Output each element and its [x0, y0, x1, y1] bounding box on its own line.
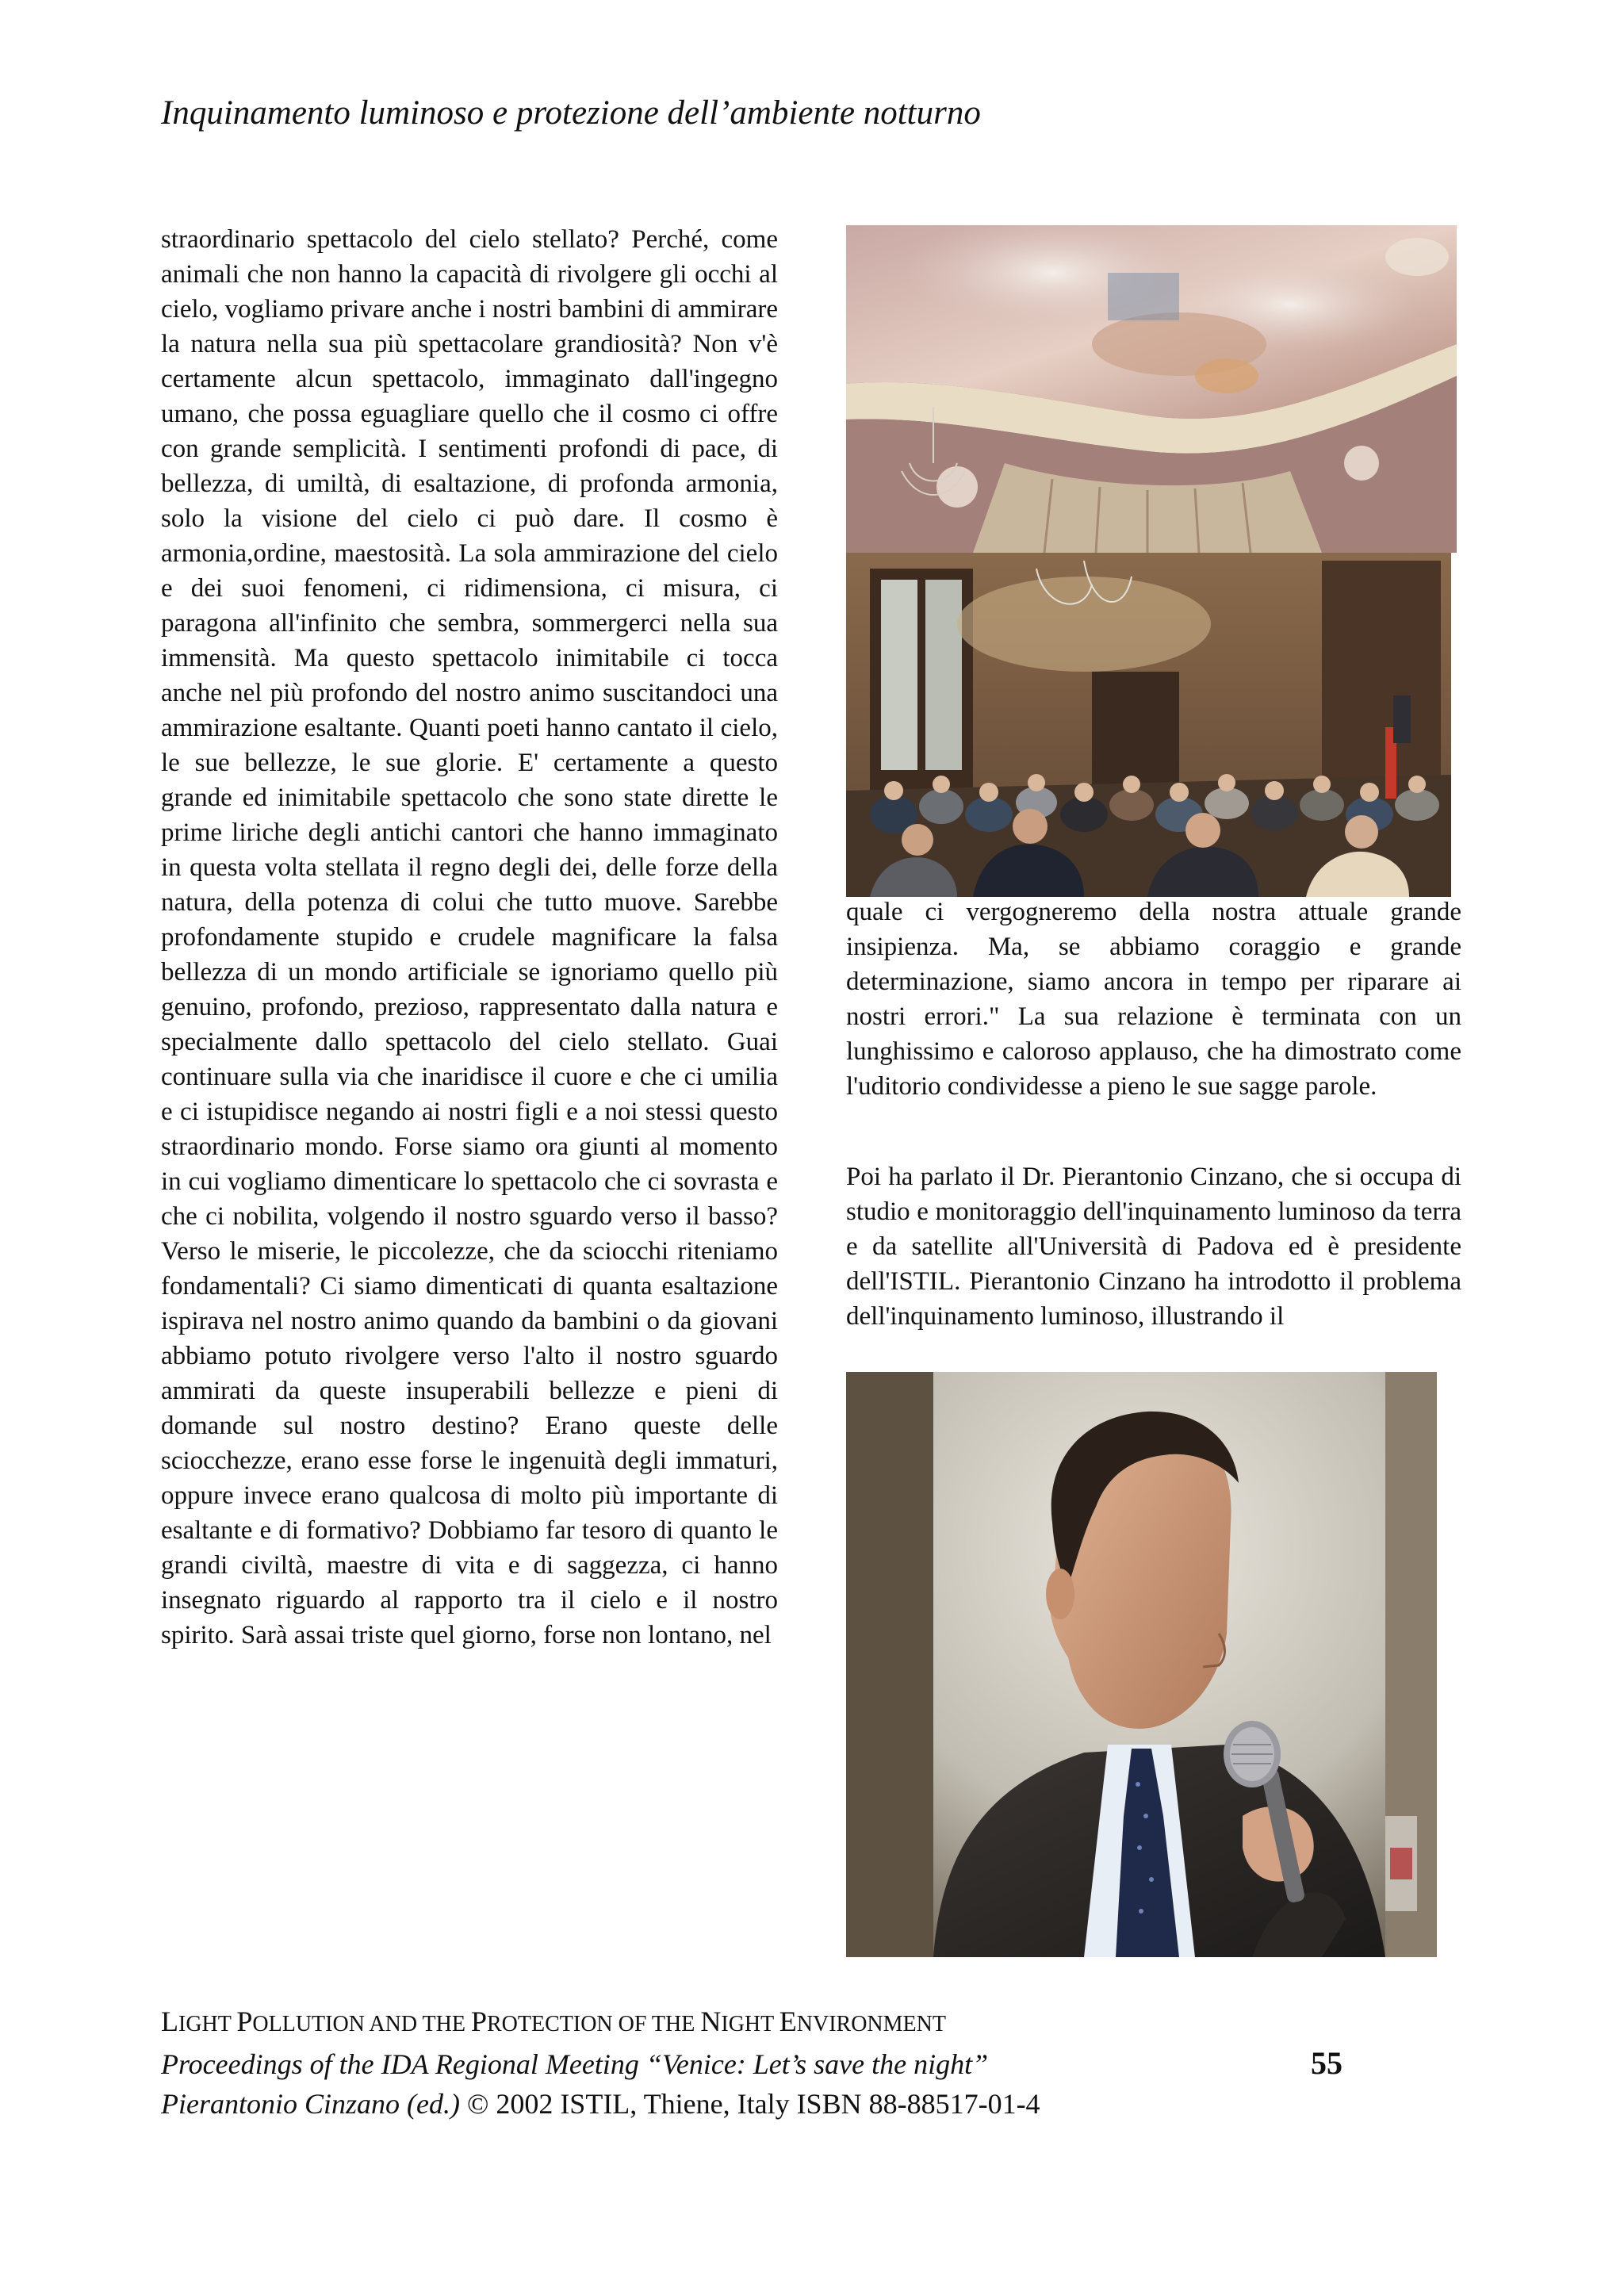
footer-proceedings: Proceedings of the IDA Regional Meeting “Venice: Let’s save the night” [161, 2048, 989, 2080]
running-header: Inquinamento luminoso e protezione dell’ambiente notturno [161, 94, 981, 132]
footer-title-part: N [700, 2006, 722, 2037]
footer-title-part: NVIRONMENT [796, 2012, 946, 2036]
footer-copyright: © 2002 ISTIL, Thiene, Italy ISBN 88-88517-01-4 [459, 2088, 1040, 2120]
footer-title-part: P [236, 2006, 253, 2037]
footer-title-part: E [779, 2006, 797, 2037]
audience-photo [846, 553, 1451, 897]
page-footer [161, 2002, 1398, 2124]
footer-title-part: IGHT [178, 2012, 237, 2036]
left-column-text [161, 222, 778, 1653]
body-paragraph: Poi ha parlato il Dr. Pierantonio Cinzano, che si occupa di studio e monitoraggio dell'inquinamento luminoso da terra e da satellite all'Università di Padova ed è presidente dell'ISTIL. Pierantonio Cinzano ha introdotto il problema dell'inquinamento luminoso, illustrando il [846, 1163, 1461, 1331]
footer-publication-info [161, 2084, 1398, 2124]
right-column-paragraph [846, 1159, 1461, 1334]
footer-title-part: IGHT [721, 2012, 779, 2036]
body-paragraph: quale ci vergogneremo della nostra attuale grande insipienza. Ma, se abbiamo coraggio e grande determinazione, siamo ancora in tempo per riparare ai nostri errori." La sua relazione è terminata con un lunghissimo e caloroso applauso, che ha dimostrato come l'uditorio condividesse a pieno le sue sagge parole. [846, 898, 1461, 1101]
footer-conference-title [161, 2002, 1398, 2044]
footer-title-part: OLLUTION AND THE [252, 2012, 471, 2036]
right-column-continuation [846, 895, 1461, 1104]
body-paragraph: straordinario spettacolo del cielo stellato? Perché, come animali che non hanno la capacità di rivolgere gli occhi al cielo, vogliamo privare anche i nostri bambini di ammirare la natura nella sua più spettacolare grandiosità? Non v'è certamente alcun spettacolo, immaginato dall'ingegno umano, che possa eguagliare quello che il cosmo ci offre con grande semplicità. I sentimenti profondi di pace, di bellezza, di umiltà, di esaltazione, di profonda armonia, solo la visione del cielo ci può dare. Il cosmo è armonia,ordine, maestosità. La sola ammirazione del cielo e dei suoi fenomeni, ci ridimensiona, ci misura, ci paragona all'infinito che sembra, sommergerci nella sua immensità. Ma questo spettacolo inimitabile ci tocca anche nel più profondo del nostro animo suscitandoci una ammirazione esaltante. Quanti poeti hanno cantato il cielo, le sue bellezze, le sue glorie. E' certamente a questo grande ed inimitabile spettacolo che sono state dirette le prime liriche degli antichi cantori che hanno immaginato in questa volta stellata il regno degli dei, delle forze della natura, della potenza di colui che tutto muove. Sarebbe profondamente stupido e crudele magnificare la falsa bellezza di un mondo artificiale se ignoriamo quello più genuino, profondo, prezioso, rappresentato dalla natura e specialmente dallo spettacolo del cielo stellato. Guai continuare sulla via che inaridisce il cuore e che ci umilia e ci istupidisce negando ai nostri figli e a noi stessi questo straordinario mondo. Forse siamo ora giunti al momento in cui vogliamo dimenticare lo spettacolo che ci sovrasta e che ci nobilita, volgendo il nostro sguardo verso il basso? Verso le miserie, le piccolezze, che da sciocchi riteniamo fondamentali? Ci siamo dimenticati di quanta esaltazione ispirava nel nostro animo quando da bambini o da giovani abbiamo potuto rivolgere verso l'alto il nostro sguardo ammirati da queste insuperabili bellezze e pieni di domande sul nostro destino? Erano queste delle sciocchezze, erano esse forse le ingenuità degli immaturi, oppure invece erano qualcosa di molto più importante di esaltante e di formativo? Dobbiamo far tesoro di quanto le grandi civiltà, maestre di vita e di saggezza, ci hanno insegnato riguardo al rapporto tra il cielo e il nostro spirito. Sarà assai triste quel giorno, forse non lontano, nel [161, 225, 778, 1649]
speaker-photo [846, 1372, 1437, 1957]
footer-editor: Pierantonio Cinzano (ed.) [161, 2088, 460, 2120]
footer-title-part: P [470, 2006, 487, 2037]
ceiling-fresco-photo [846, 225, 1457, 553]
page-number: 55 [1311, 2045, 1342, 2081]
footer-title-part: ROTECTION OF THE [487, 2012, 701, 2036]
footer-title-part: L [161, 2006, 178, 2037]
